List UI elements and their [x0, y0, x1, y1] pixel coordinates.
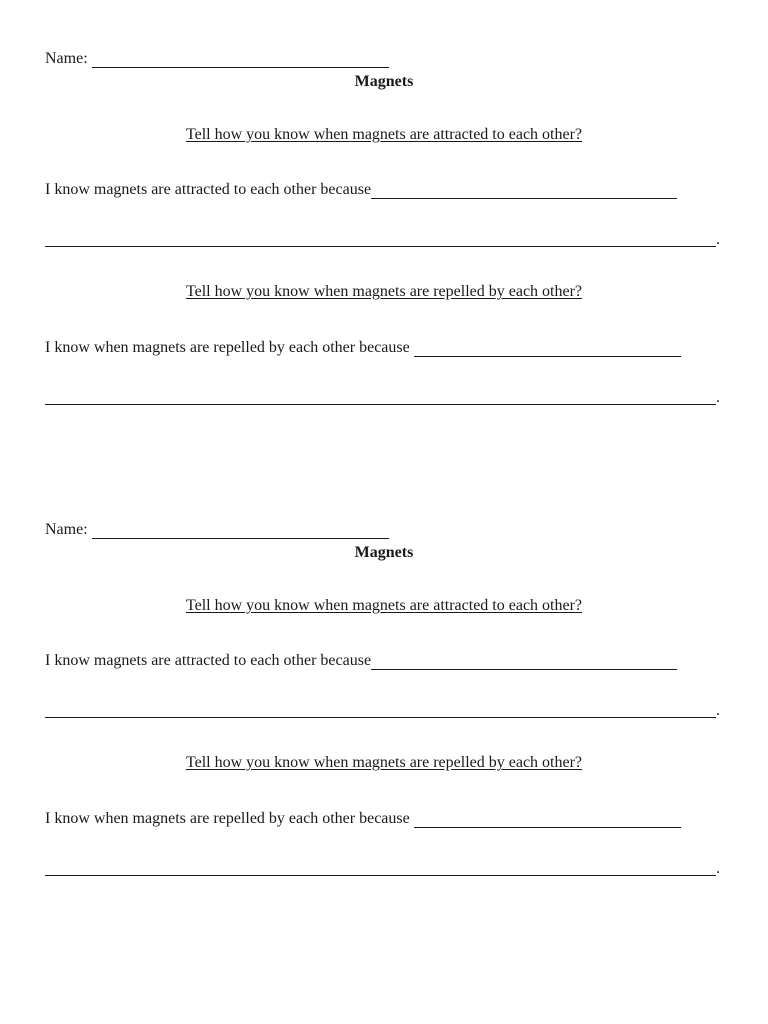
- worksheet-bottom: [0, 471, 768, 891]
- answer-stem-attracted: [45, 648, 677, 670]
- name-label: Name:: [45, 50, 88, 67]
- stem-text-attracted: I know magnets are attracted to each other because: [45, 181, 372, 198]
- line-end-period: .: [716, 860, 720, 877]
- answer-stem-repelled: [45, 806, 681, 828]
- stem-text-repelled: I know when magnets are repelled by each other because: [45, 810, 410, 827]
- name-label: Name:: [45, 521, 88, 538]
- question-repelled: Tell how you know when magnets are repelled by each other?: [185, 754, 583, 771]
- name-blank-line: [92, 51, 389, 68]
- name-row: [45, 46, 389, 68]
- answer-continuation-line: [45, 388, 716, 405]
- question-attracted: Tell how you know when magnets are attracted to each other?: [185, 126, 583, 143]
- answer-blank-line: [414, 811, 681, 828]
- answer-continuation-line: [45, 859, 716, 876]
- answer-continuation-line: [45, 701, 716, 718]
- answer-stem-attracted: [45, 177, 677, 199]
- worksheet-top: [0, 0, 768, 420]
- question-attracted: Tell how you know when magnets are attracted to each other?: [185, 597, 583, 614]
- name-row: [45, 517, 389, 539]
- stem-text-repelled: I know when magnets are repelled by each other because: [45, 339, 410, 356]
- answer-blank-line: [371, 653, 677, 670]
- worksheet-title: Magnets: [354, 544, 414, 561]
- answer-stem-repelled: [45, 335, 681, 357]
- line-end-period: .: [716, 702, 720, 719]
- question-repelled: Tell how you know when magnets are repelled by each other?: [185, 283, 583, 300]
- worksheet-title: Magnets: [354, 73, 414, 90]
- stem-text-attracted: I know magnets are attracted to each other because: [45, 652, 372, 669]
- line-end-period: .: [716, 389, 720, 406]
- answer-continuation-line: [45, 230, 716, 247]
- name-blank-line: [92, 522, 389, 539]
- line-end-period: .: [716, 231, 720, 248]
- answer-blank-line: [414, 340, 681, 357]
- answer-blank-line: [371, 182, 677, 199]
